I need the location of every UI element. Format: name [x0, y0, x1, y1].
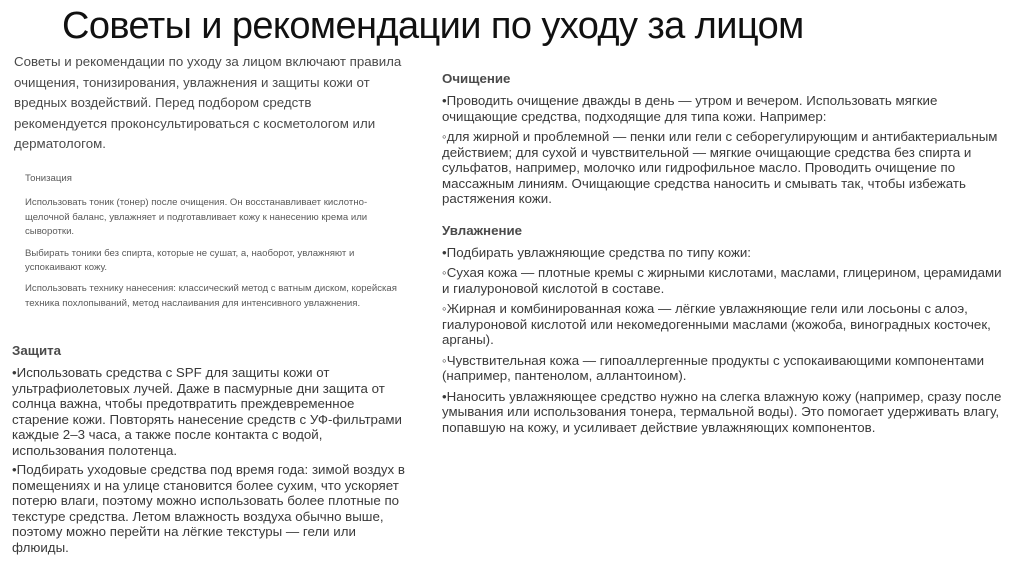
- list-item: •Подбирать уходовые средства под время года: зимой воздух в помещениях и на улице становится более сухим, что ускоряет потерю влаги, поэтому можно использовать более плотные по текстуре средства. Летом влажность воздуха обычно выше, поэтому можно перейти на лёгкие текстуры — гели или флюиды.: [12, 462, 405, 555]
- protection-section: [12, 342, 407, 559]
- list-item: ◦для жирной и проблемной — пенки или гели с себорегулирующим и антибактериальным действием; для сухой и чувствительной — мягкие очищающие средства без спирта и сульфатов, например, молочко или гидрофильное масло. Проводить очищение по массажным линиям. Очищающие средства наносить и смывать так, чтобы избежать растяжения кожи.: [442, 129, 998, 206]
- cleansing-heading: Очищение: [442, 71, 511, 86]
- list-item: •Проводить очищение дважды в день — утром и вечером. Использовать мягкие очищающие средства, подходящие для типа кожи. Например:: [442, 93, 938, 124]
- intro-paragraph: Советы и рекомендации по уходу за лицом включают правила очищения, тонизирования, увлажнения и защиты кожи от вредных воздействий. Перед подбором средств рекомендуется проконсультироваться с косметологом или дерматологом.: [14, 54, 402, 152]
- moisturizing-heading: Увлажнение: [442, 222, 523, 238]
- toning-paragraph: Выбирать тоники без спирта, которые не сушат, а, наоборот, увлажняют и успокаивают кожу.: [25, 247, 355, 274]
- list-item: •Наносить увлажняющее средство нужно на слегка влажную кожу (например, сразу после умывания или использования тонера, термальной воды). Это помогает удерживать влагу, попавшую на кожу, и усиливает действие увлажняющих компонентов.: [442, 388, 1002, 435]
- list-item: •Подбирать увлажняющие средства по типу кожи:: [442, 244, 751, 260]
- list-item: •Использовать средства с SPF для защиты кожи от ультрафиолетовых лучей. Даже в пасмурные дни защита от солнца важна, чтобы предотвратить преждевременное старение кожи. Повторять нанесение средств с УФ-фильтрами каждые 2–3 часа, а также после контакта с водой, использования полотенца.: [12, 365, 402, 458]
- slide-title: Советы и рекомендации по уходу за лицом: [62, 5, 804, 47]
- toning-heading: Тонизация: [25, 173, 72, 184]
- moisturizing-section: [442, 222, 1008, 436]
- cleansing-section: [442, 70, 1008, 207]
- list-item: ◦Жирная и комбинированная кожа — лёгкие увлажняющие гели или лосьоны с алоэ, гиалуроновой кислотой или некомедогенными маслами (жожоба, виноградных косточек, арганы).: [442, 301, 991, 347]
- list-item: ◦Сухая кожа — плотные кремы с жирными кислотами, маслами, глицерином, церамидами и гиалуроновой кислотой в составе.: [442, 265, 1002, 296]
- right-column: [442, 70, 1008, 440]
- toning-paragraph: Использовать тоник (тонер) после очищения. Он восстанавливает кислотно-щелочной баланс, увлажняет и подготавливает кожу к нанесению крема или сыворотки.: [25, 197, 368, 238]
- toning-paragraph: Использовать технику нанесения: классический метод с ватным диском, корейская техника похлопываний, метод наслаивания для интенсивного увлажнения.: [25, 283, 397, 309]
- list-item: ◦Чувствительная кожа — гипоаллергенные продукты с успокаивающими компонентами (например, пантенолом, аллантоином).: [442, 352, 985, 383]
- toning-section: [25, 172, 405, 318]
- protection-heading: Защита: [12, 343, 62, 358]
